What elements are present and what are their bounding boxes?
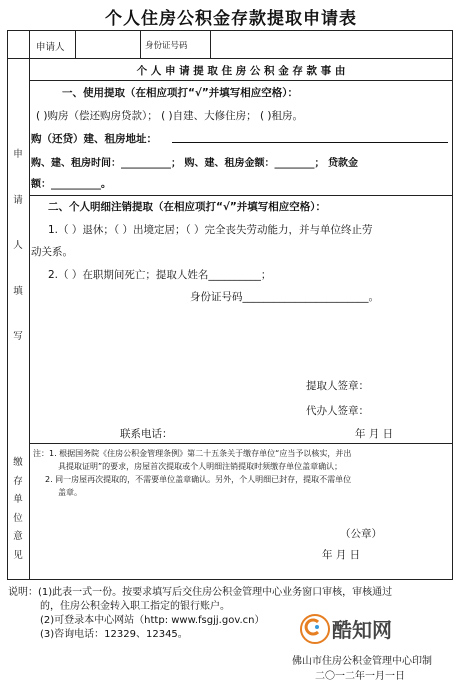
note-1-cont: 具提取证明”的要求，房屋首次提取或个人明细注销提取时须缴存单位盖章确认；: [58, 462, 343, 471]
unit-date: 年 月 日: [322, 549, 361, 561]
part1-heading: 一、使用提取（在相应项打“√”并填写相应空格）：: [62, 87, 299, 99]
retire-options: 1.（ ）退休；（ ）出境定居；（ ）完全丧失劳动能力，并与单位终止劳: [48, 224, 373, 236]
divider: [29, 80, 453, 81]
logo-c-icon: [300, 614, 330, 644]
official-seal: （公章）: [340, 528, 382, 540]
id-number-field: 身份证号码________________________。: [190, 291, 379, 303]
side-label-unit: 缴 存 单 位 意 见: [13, 457, 23, 561]
address-label: 购（还贷）建、租房地址：: [31, 133, 157, 145]
retire-options-cont: 动关系。: [31, 246, 73, 258]
printer-name: 佛山市住房公积金管理中心印制: [292, 656, 432, 667]
note-2: 2. 同一房屋再次提取的，不需要单位盖章确认。另外，个人明细已封存，提取不需单位: [45, 475, 352, 484]
divider: [140, 30, 141, 58]
footer-line-2: 的，住房公积金转入职工指定的银行账户。: [40, 601, 230, 612]
side-label-applicant: 申 请 人 填 写: [13, 149, 23, 342]
loan-amount-line: 额：__________。: [31, 179, 111, 190]
divider: [29, 443, 453, 444]
applicant-label: 申请人: [36, 42, 65, 53]
time-amount-line: 购、建、租房时间：__________； 购、建、租房金额：________； 贷款金: [31, 158, 358, 169]
apply-date: 年 月 日: [355, 428, 394, 440]
footer-line-3[interactable]: (2)可登录本中心网站（http: www.fsgjj.gov.cn）: [40, 615, 265, 626]
footer-line-4: (3)咨询电话：12329、12345。: [40, 629, 188, 640]
divider: [7, 58, 453, 59]
applicant-signature: 提取人签章：: [306, 380, 369, 392]
note-2-cont: 盖章。: [58, 488, 82, 497]
divider: [210, 30, 211, 58]
divider: [75, 30, 76, 58]
divider: [29, 195, 453, 196]
phone-label: 联系电话：: [120, 428, 173, 440]
note-1: 注：1. 根据国务院《住房公积金管理条例》第二十五条关于缴存单位“应当予以核实，并出: [33, 449, 352, 458]
watermark-text: 酷知网: [332, 618, 392, 642]
part2-heading: 二、个人明细注销提取（在相应项打“√”并填写相应空格）：: [48, 201, 327, 213]
section-banner: 个 人 申 请 提 取 住 房 公 积 金 存 款 事 由: [136, 65, 346, 77]
print-date: 二〇一二年一月一日: [315, 671, 405, 682]
footer-line-1: 说明：(1)此表一式一份。按要求填写后交住房公积金管理中心业务窗口审核，审核通过: [8, 587, 393, 598]
side-divider: [29, 30, 30, 580]
id-number-label: 身份证号码: [145, 41, 188, 51]
part1-options: ( )购房（偿还购房贷款）； ( )自建、大修住房； ( )租房。: [36, 110, 304, 122]
address-field[interactable]: [172, 142, 448, 143]
death-option: 2.（ ）在职期间死亡；提取人姓名__________；: [48, 269, 272, 281]
form-title: 个人住房公积金存款提取申请表: [105, 9, 357, 29]
agent-signature: 代办人签章：: [306, 405, 369, 417]
